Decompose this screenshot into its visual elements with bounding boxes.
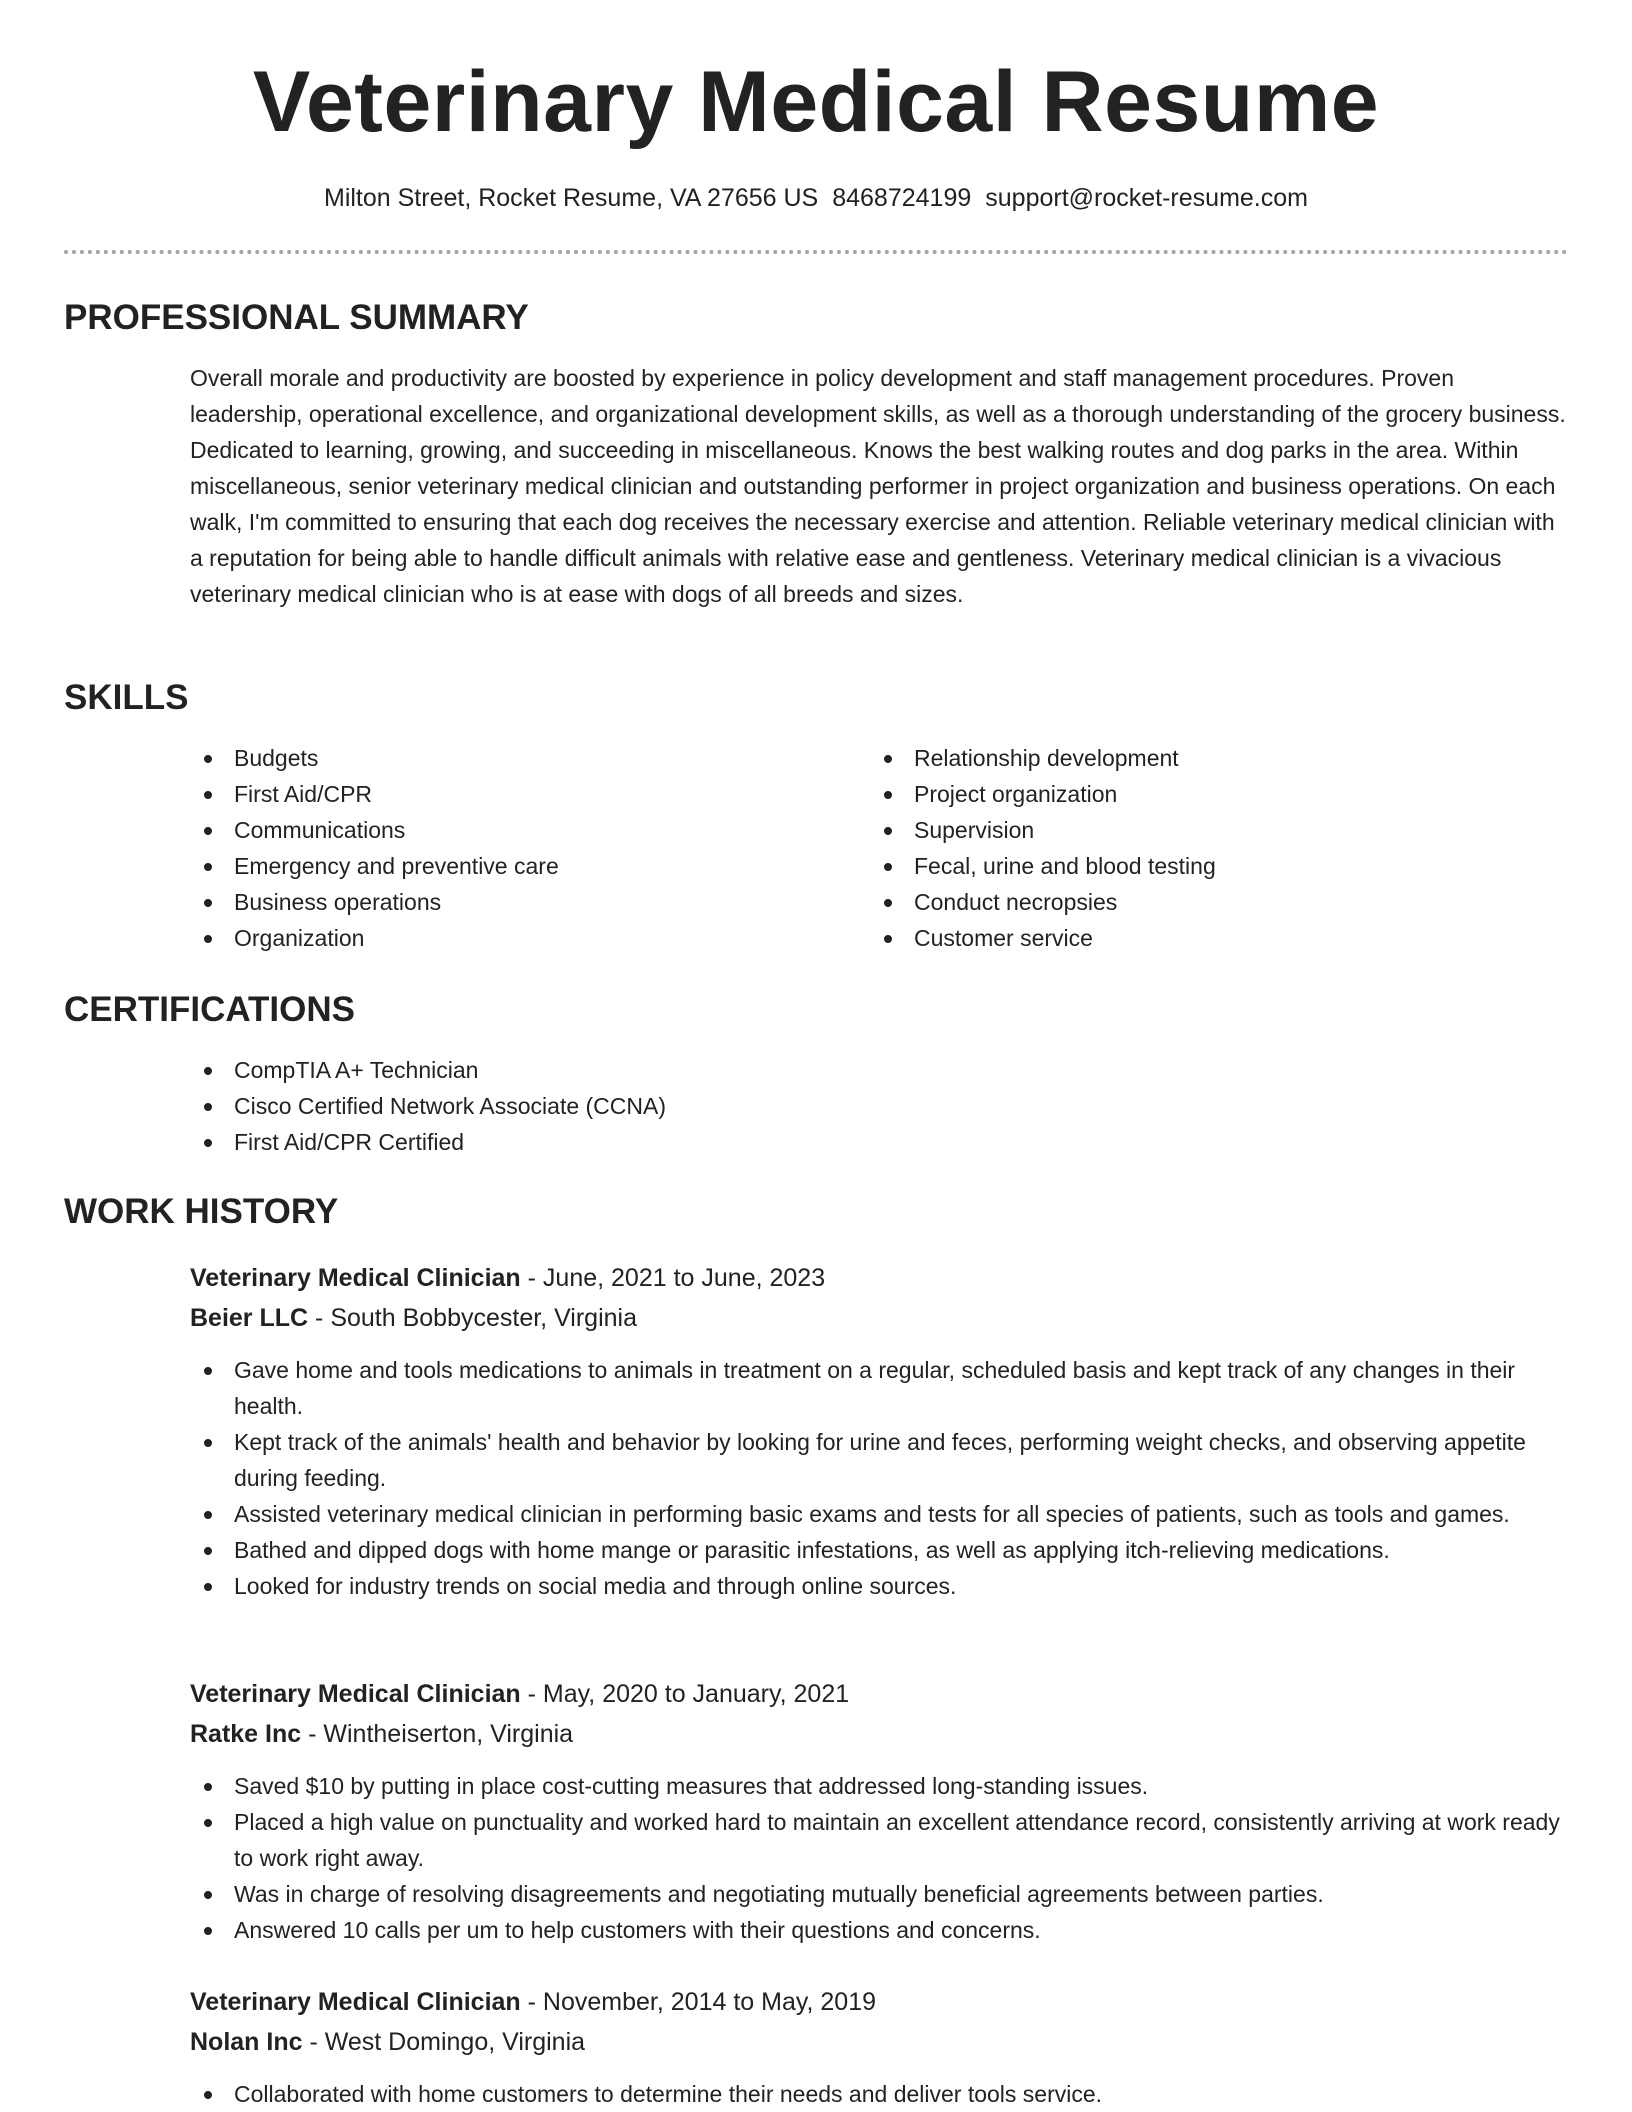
skill-item: Project organization [870,776,1550,812]
job-dates: - May, 2020 to January, 2021 [527,1680,850,1708]
certifications-heading: CERTIFICATIONS [64,990,356,1029]
header-divider [64,250,1568,254]
job-company: Beier LLC [190,1304,309,1332]
contact-address: Milton Street, Rocket Resume, VA 27656 US [324,184,819,212]
summary-text: Overall morale and productivity are boosted by experience in policy development and staff management procedures. Proven leadership, operational excellence, and organizational development skills, as well as a thorough understanding of the grocery business. Dedicated to learning, growing, and succeeding in miscellaneous. Knows the best walking routes and dog parks in the area. Within miscellaneous, senior veterinary medical clinician and outstanding performer in project organization and business operations. On each walk, I'm committed to ensuring that each dog receives the necessary exercise and attention. Reliable veterinary medical clinician with a reputation for being able to handle difficult animals with relative ease and gentleness. Veterinary medical clinician is a vivacious veterinary medical clinician who is at ease with dogs of all breeds and sizes. [190,365,1566,607]
job-bullet: Gave home and tools medications to animals in treatment on a regular, scheduled basis and kept track of any changes in their health. [190,1352,1570,1424]
job-bullet: Kept track of the animals' health and behavior by looking for urine and feces, performing weight checks, and observing appetite during feeding. [190,1424,1570,1496]
job-role-line [190,1982,1570,2022]
job-bullet: Assisted veterinary medical clinician in performing basic exams and tests for all species of patients, such as tools and games. [190,1496,1570,1532]
skills-section [64,676,1568,956]
job-dates: - June, 2021 to June, 2023 [527,1264,826,1292]
job-role-line [190,1674,1570,1714]
job-company-line [190,2022,1570,2062]
job-bullet: Placed a high value on punctuality and worked hard to maintain an excellent attendance record, consistently arriving at work ready to work right away. [190,1804,1570,1876]
certifications-list [190,1052,1568,1160]
job-location: - South Bobbycester, Virginia [315,1304,637,1332]
job-role: Veterinary Medical Clinician [190,1264,521,1292]
job-entry [64,1982,1568,2112]
skill-item: Communications [190,812,870,848]
job-company: Ratke Inc [190,1720,302,1748]
contact-phone: 8468724199 [832,184,972,212]
contact-email: support@rocket-resume.com [985,184,1308,212]
skill-item: Supervision [870,812,1550,848]
certifications-section [64,988,1568,1160]
certification-item: CompTIA A+ Technician [190,1052,1568,1088]
skill-item: Business operations [190,884,870,920]
job-location: - Wintheiserton, Virginia [308,1720,574,1748]
job-bullet: Saved $10 by putting in place cost-cutting measures that addressed long-standing issues. [190,1768,1570,1804]
summary-section [64,296,1568,612]
skills-grid [190,740,1568,956]
job-role-line [190,1258,1570,1298]
skill-item: Organization [190,920,870,956]
job-entry [64,1258,1568,1604]
skill-item: Customer service [870,920,1550,956]
skill-item: Conduct necropsies [870,884,1550,920]
work-history-heading: WORK HISTORY [64,1192,339,1231]
skills-heading: SKILLS [64,678,189,717]
skill-item: Relationship development [870,740,1550,776]
summary-heading: PROFESSIONAL SUMMARY [64,298,529,337]
certification-item: Cisco Certified Network Associate (CCNA) [190,1088,1568,1124]
job-bullet: Bathed and dipped dogs with home mange or parasitic infestations, as well as applying itch-relieving medications. [190,1532,1570,1568]
job-company: Nolan Inc [190,2028,303,2056]
job-bullet: Answered 10 calls per um to help customers with their questions and concerns. [190,1912,1570,1948]
certification-item: First Aid/CPR Certified [190,1124,1568,1160]
job-role: Veterinary Medical Clinician [190,1988,521,2016]
resume-title: Veterinary Medical Resume [252,54,1380,150]
job-role: Veterinary Medical Clinician [190,1680,521,1708]
job-entry [64,1674,1568,1948]
skill-item: Budgets [190,740,870,776]
skill-item: Emergency and preventive care [190,848,870,884]
work-history-section [64,1190,1568,1234]
skill-item: First Aid/CPR [190,776,870,812]
job-company-line [190,1714,1570,1754]
contact-line [0,180,1632,216]
job-dates: - November, 2014 to May, 2019 [527,1988,876,2016]
job-bullet: Was in charge of resolving disagreements and negotiating mutually beneficial agreements between parties. [190,1876,1570,1912]
job-bullet: Collaborated with home customers to determine their needs and deliver tools service. [190,2076,1570,2112]
skills-column-right [870,740,1550,956]
job-location: - West Domingo, Virginia [309,2028,586,2056]
skills-column-left [190,740,870,956]
job-bullet: Looked for industry trends on social media and through online sources. [190,1568,1570,1604]
skill-item: Fecal, urine and blood testing [870,848,1550,884]
job-company-line [190,1298,1570,1338]
